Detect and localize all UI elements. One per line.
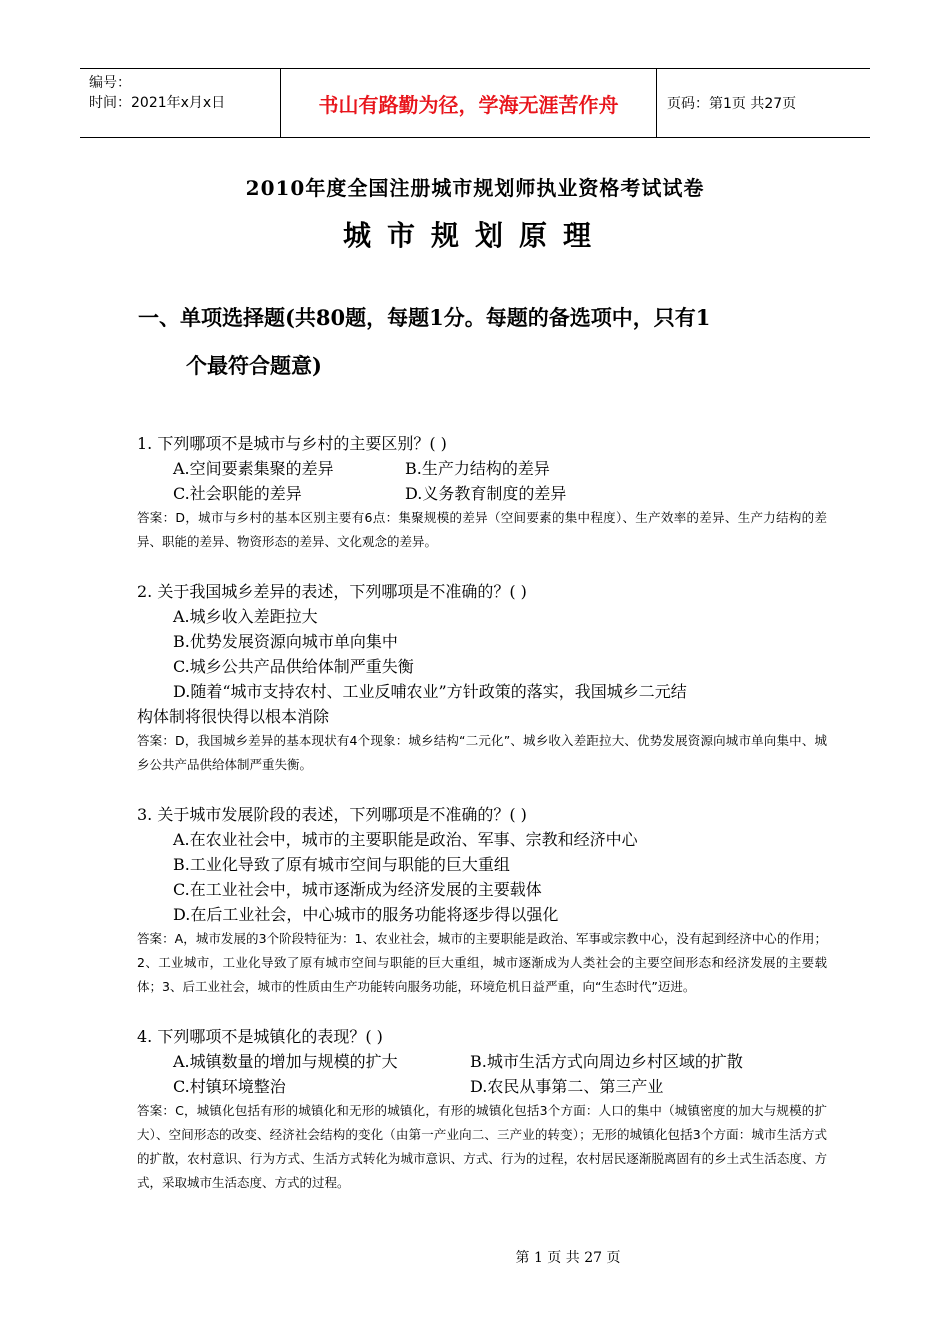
- question-4: [137, 1024, 827, 1195]
- answer-explanation: 答案：D，我国城乡差异的基本现状有4个现象：城乡结构“二元化”、城乡收入差距拉大、优势发展资源向城市单向集中、城乡公共产品供给体制严重失衡。: [137, 733, 827, 772]
- question-stem: 3. 关于城市发展阶段的表述，下列哪项是不准确的？( ): [137, 805, 527, 824]
- option-a: A.在农业社会中，城市的主要职能是政治、军事、宗教和经济中心: [173, 830, 638, 849]
- option-row: [137, 1074, 827, 1099]
- option-d: D.农民从事第二、第三产业: [470, 1077, 664, 1096]
- option-a: A.空间要素集聚的差异: [173, 459, 334, 478]
- option-a: A.城镇数量的增加与规模的扩大: [173, 1052, 398, 1071]
- code-label: 编号：: [89, 75, 131, 91]
- option-c: C.在工业社会中，城市逐渐成为经济发展的主要载体: [173, 880, 542, 899]
- header-page-info: 页码：第1页 共27页: [667, 96, 797, 112]
- answer-explanation: 答案：C，城镇化包括有形的城镇化和无形的城镇化，有形的城镇化包括3个方面：人口的集中（城镇密度的加大与规模的扩大）、空间形态的改变、经济社会结构的变化（由第一产业向二、三产业的转变）；无形的城镇化包括3个方面：城市生活方式的扩散，农村意识、行为方式、生活方式转化为城市意识、方式、行为的过程，农村居民逐渐脱离固有的乡土式生活态度、方式，采取城市生活态度、方式的过程。: [137, 1103, 827, 1190]
- option-b: B.城市生活方式向周边乡村区域的扩散: [470, 1052, 743, 1071]
- question-stem: 2. 关于我国城乡差异的表述，下列哪项是不准确的？( ): [137, 582, 527, 601]
- time-label: 时间：2021年x月x日: [89, 95, 226, 111]
- section-heading-line1: 一、单项选择题(共80题，每题1分。每题的备选项中，只有1: [138, 305, 711, 330]
- option-b: B.生产力结构的差异: [405, 459, 550, 478]
- question-stem: 1. 下列哪项不是城市与乡村的主要区别？( ): [137, 434, 447, 453]
- option-d: D.随着“城市支持农村、工业反哺农业”方针政策的落实，我国城乡二元结: [173, 682, 687, 701]
- header-motto: 书山有路勤为径，学海无涯苦作舟: [280, 69, 657, 137]
- option-d-continued: 构体制将很快得以根本消除: [137, 707, 330, 726]
- option-c: C.社会职能的差异: [173, 484, 302, 503]
- option-d: D.义务教育制度的差异: [405, 484, 567, 503]
- answer-explanation: 答案：D，城市与乡村的基本区别主要有6点：集聚规模的差异（空间要素的集中程度）、生产效率的差异、生产力结构的差异、职能的差异、物资形态的差异、文化观念的差异。: [137, 510, 827, 549]
- question-list: [137, 431, 827, 1220]
- section-heading-line2: 个最符合题意): [186, 353, 322, 378]
- question-stem: 4. 下列哪项不是城镇化的表现？( ): [137, 1027, 383, 1046]
- document-title: 2010年度全国注册城市规划师执业资格考试试卷: [245, 176, 705, 200]
- option-c: C.村镇环境整治: [173, 1077, 286, 1096]
- option-b: B.工业化导致了原有城市空间与职能的巨大重组: [173, 855, 510, 874]
- question-2: [137, 579, 827, 777]
- question-1: [137, 431, 827, 554]
- option-a: A.城乡收入差距拉大: [173, 607, 318, 626]
- option-b: B.优势发展资源向城市单向集中: [173, 632, 398, 651]
- question-3: [137, 802, 827, 999]
- section-heading: [138, 294, 828, 390]
- option-row: [137, 456, 827, 481]
- option-c: C.城乡公共产品供给体制严重失衡: [173, 657, 414, 676]
- option-d: D.在后工业社会，中心城市的服务功能将逐步得以强化: [173, 905, 559, 924]
- header-meta: [80, 69, 280, 137]
- page-header: [80, 68, 870, 138]
- option-row: [137, 1049, 827, 1074]
- document-subtitle: 城市规划原理: [342, 219, 607, 252]
- option-row: [137, 481, 827, 506]
- answer-explanation: 答案：A，城市发展的3个阶段特征为：1、农业社会，城市的主要职能是政治、军事或宗教中心，没有起到经济中心的作用；2、工业城市，工业化导致了原有城市空间与职能的巨大重组，城市逐渐成为人类社会的主要空间形态和经济发展的主要载体；3、后工业社会，城市的性质由生产功能转向服务功能，环境危机日益严重，向“生态时代”迈进。: [137, 931, 827, 994]
- page-footer: 第 1 页 共 27 页: [515, 1250, 621, 1266]
